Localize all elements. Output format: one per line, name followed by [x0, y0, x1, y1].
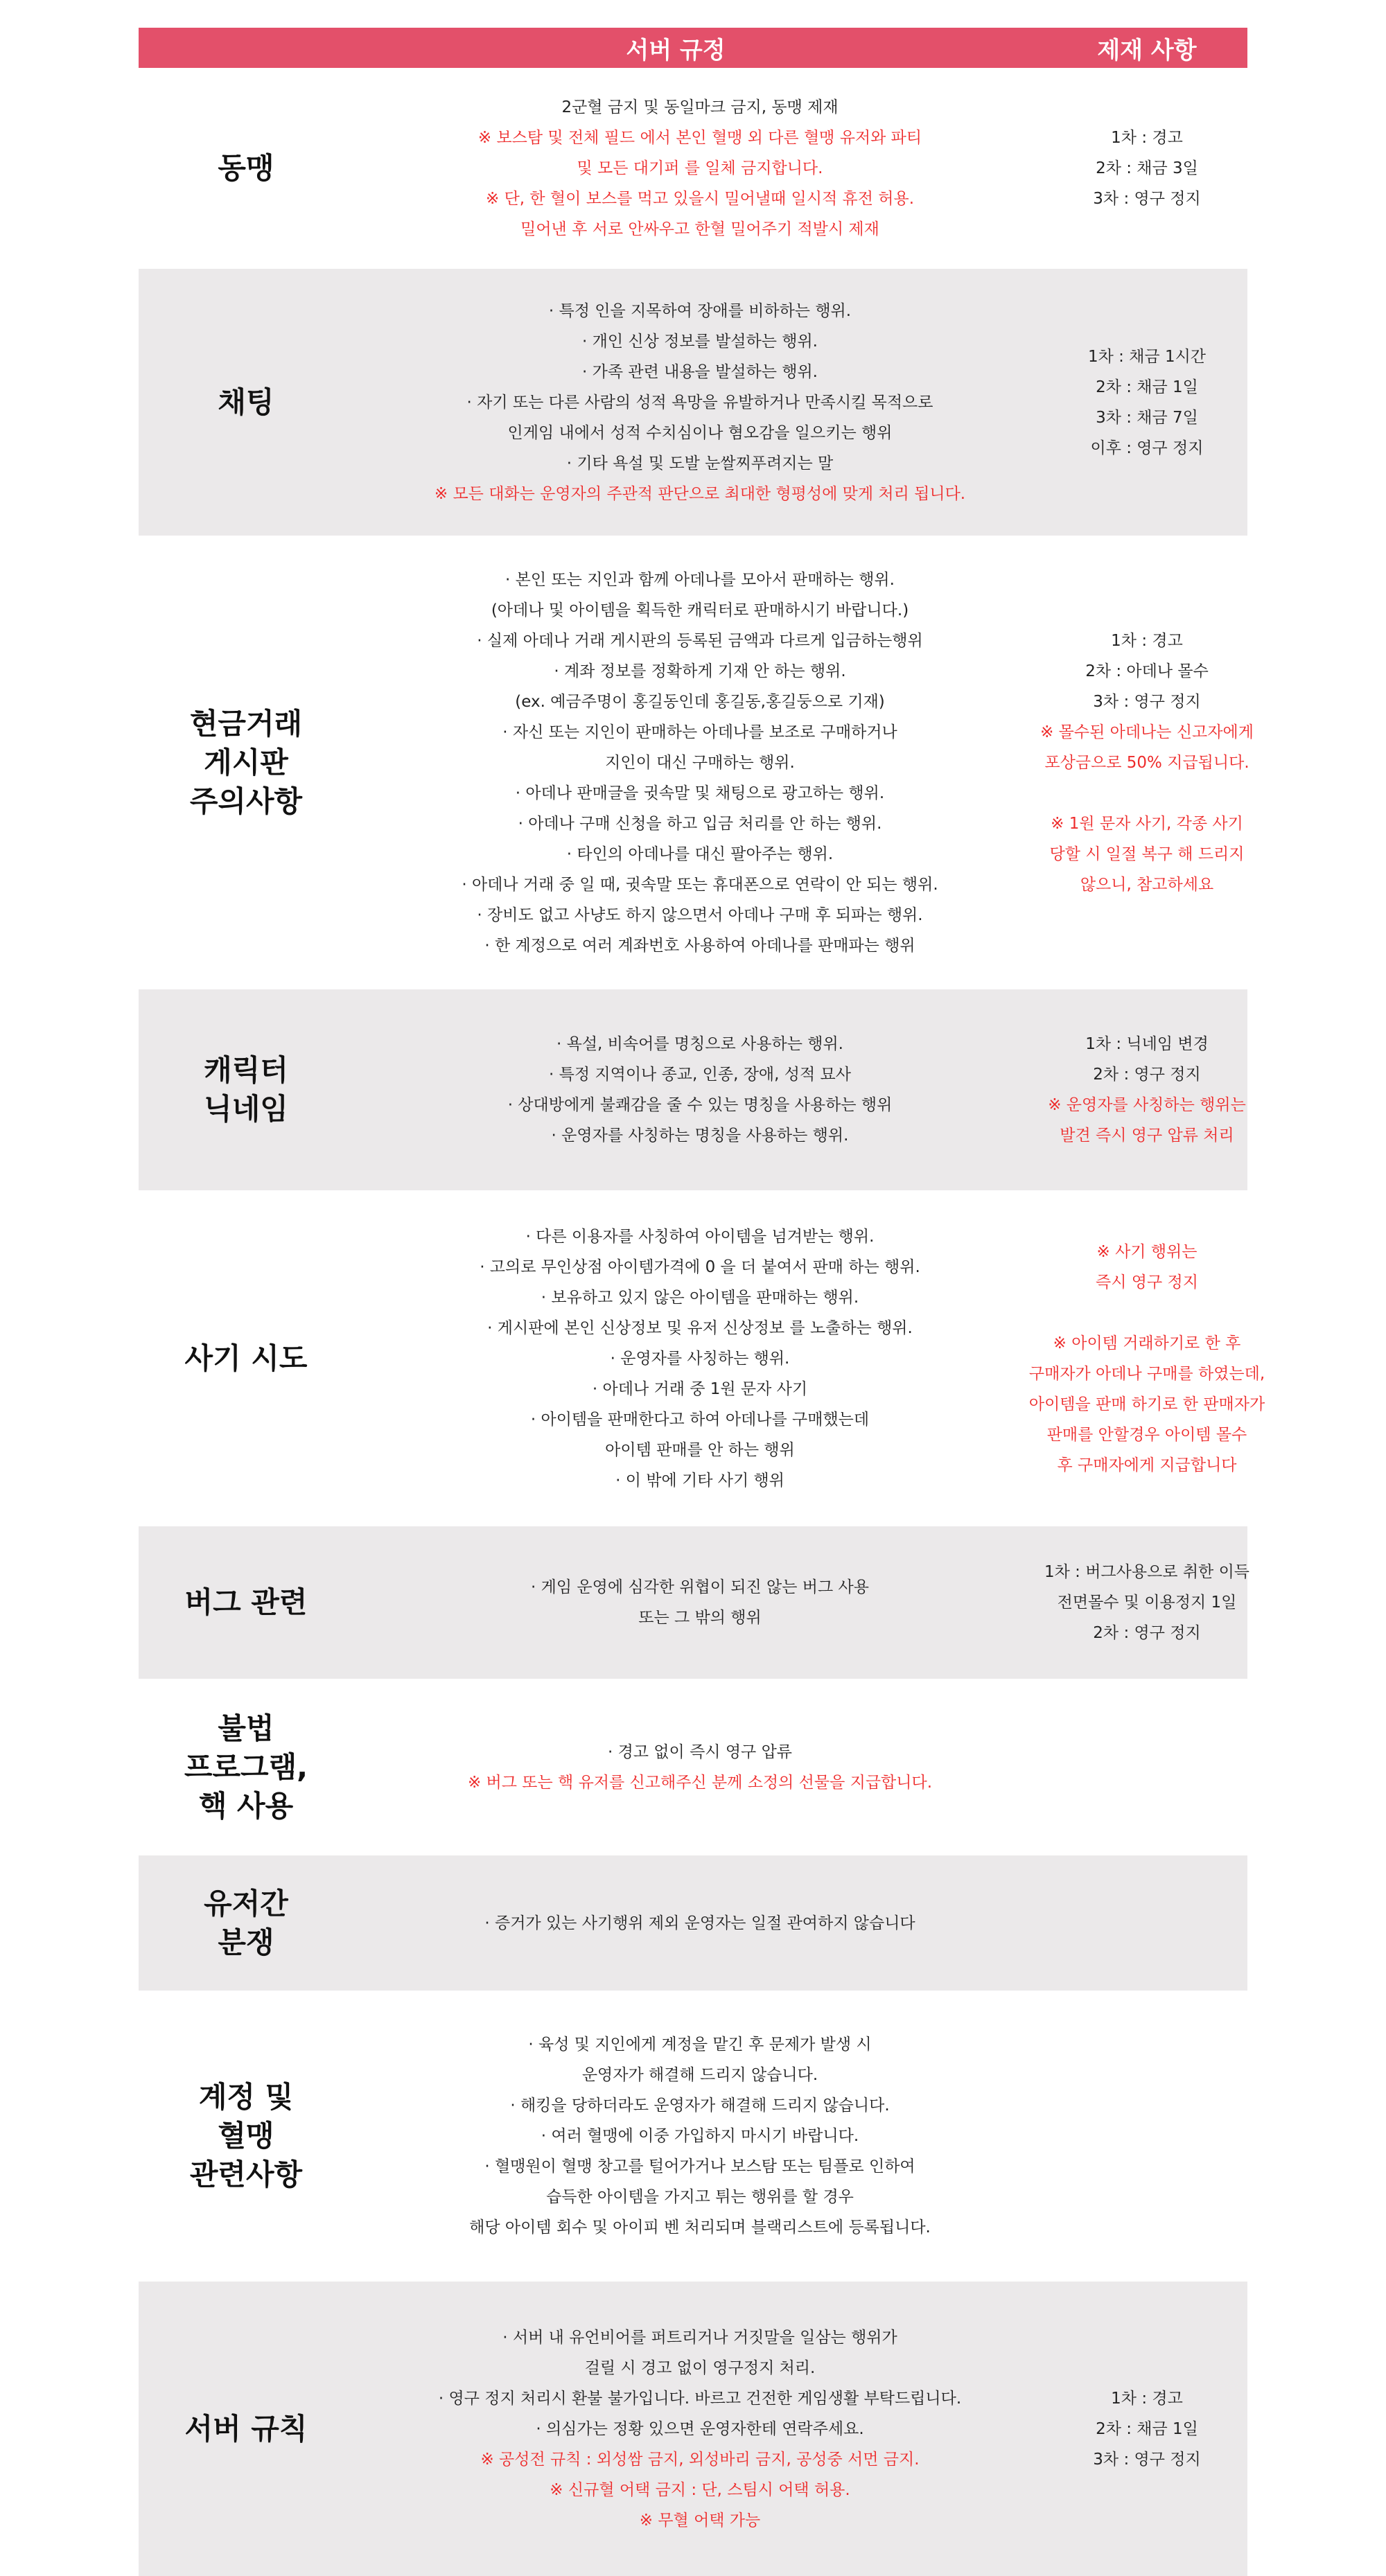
sanction-notice: ※ 운영자를 사칭하는 행위는 [1048, 1096, 1246, 1114]
rule-notice: ※ 공성전 규칙 : 외성쌈 금지, 외성바리 금지, 공성중 서먼 금지. [480, 2450, 920, 2469]
row-category: 현금거래 게시판 주의사항 [189, 706, 303, 818]
row-sanctions [1046, 1991, 1247, 2282]
table-row [139, 1190, 1265, 1526]
rule-line: · 아데나 구매 신청을 하고 입금 처리를 안 하는 행위. [518, 814, 882, 833]
rule-line: · 운영자를 사칭하는 행위. [610, 1349, 790, 1368]
sanction-line: 3차 : 영구 정지 [1093, 2450, 1201, 2469]
row-category: 불법 프로그램, 핵 사용 [184, 1711, 308, 1823]
sanction-notice: 당할 시 일절 복구 해 드리지 [1049, 845, 1245, 863]
rule-line: · 특정 지역이나 종교, 인종, 장애, 성적 묘사 [549, 1066, 851, 1084]
table-body [139, 68, 1265, 2576]
rule-notice: 밀어낸 후 서로 안싸우고 한혈 밀어주기 적발시 제재 [520, 220, 879, 238]
row-rules [353, 989, 1046, 1190]
rule-notice: ※ 무혈 어택 가능 [639, 2511, 761, 2530]
sanction-notice: ※ 몰수된 아데나는 신고자에게 [1040, 723, 1254, 741]
sanction-notice: ※ 1원 문자 사기, 각종 사기 [1051, 814, 1243, 833]
rule-line: 해당 아이템 회수 및 아이피 벤 처리되며 블랙리스트에 등록됩니다. [469, 2218, 931, 2237]
rule-line: · 경고 없이 즉시 영구 압류 [607, 1743, 793, 1761]
sanction-line: 1차 : 채금 1시간 [1087, 347, 1207, 366]
sanction-line: 2차 : 채금 1일 [1096, 2419, 1198, 2438]
header-rules-title: 서버 규정 [626, 36, 726, 64]
row-rules [353, 536, 1046, 989]
table-row [139, 1526, 1250, 1679]
sanction-line: 1차 : 버그사용으로 취한 이득 [1044, 1563, 1250, 1581]
row-category: 사기 시도 [184, 1341, 308, 1375]
sanction-notice: ※ 아이템 거래하기로 한 후 [1053, 1334, 1241, 1352]
rule-line: · 의심가는 정황 있으면 운영자한테 연락주세요. [536, 2419, 864, 2438]
table-row [139, 989, 1247, 1190]
sanction-line: 2차 : 아데나 몰수 [1085, 662, 1209, 680]
rule-line: · 영구 정지 처리시 환불 불가입니다. 바르고 건전한 게임생활 부탁드립니다. [438, 2389, 962, 2408]
sanction-notice: 발견 즉시 영구 압류 처리 [1060, 1127, 1234, 1145]
table-row [139, 269, 1247, 536]
row-sanctions [1040, 536, 1254, 989]
rule-line: 지인이 대신 구매하는 행위. [605, 753, 795, 772]
rule-line: 아이템 판매를 안 하는 행위 [605, 1440, 795, 1459]
rule-line: · 다른 이용자를 사칭하여 아이템을 넘겨받는 행위. [525, 1227, 875, 1246]
sanction-line: 전면몰수 및 이용정지 1일 [1057, 1594, 1237, 1612]
rule-line: · 아데나 판매글을 귓속말 및 채팅으로 광고하는 행위. [515, 784, 885, 802]
rule-line: · 해킹을 당하더라도 운영자가 해결해 드리지 않습니다. [510, 2097, 890, 2115]
sanction-line: 3차 : 영구 정지 [1093, 692, 1201, 711]
rule-line: · 운영자를 사칭하는 명칭을 사용하는 행위. [551, 1127, 849, 1145]
sanction-notice: 판매를 안할경우 아이템 몰수 [1046, 1425, 1247, 1444]
rule-line: · 아데나 거래 중 일 때, 귓속말 또는 휴대폰으로 연락이 안 되는 행위. [462, 875, 938, 894]
rule-line: · 게임 운영에 심각한 위협이 되진 않는 버그 사용 [531, 1578, 869, 1596]
row-category: 유저간 분쟁 [204, 1886, 288, 1959]
rule-line: (아데나 및 아이템을 획득한 캐릭터로 판매하시기 바랍니다.) [491, 601, 909, 619]
rule-line: · 아이템을 판매한다고 하여 아데나를 구매했는데 [530, 1410, 870, 1429]
rule-line: · 장비도 없고 사냥도 하지 않으면서 아데나 구매 후 되파는 행위. [477, 906, 923, 924]
sanction-line: 2차 : 채금 1일 [1096, 378, 1198, 396]
rule-line: · 개인 신상 정보를 발설하는 행위. [581, 332, 818, 351]
sanction-line: 3차 : 영구 정지 [1093, 190, 1201, 208]
table-row [139, 1679, 1247, 1855]
row-sanctions [1046, 989, 1247, 1190]
sanction-notice: ※ 사기 행위는 [1096, 1242, 1198, 1261]
rule-line: · 고의로 무인상점 아이템가격에 0 을 더 붙여서 판매 하는 행위. [480, 1258, 920, 1276]
row-sanctions [1046, 1679, 1247, 1855]
rule-notice: ※ 보스탐 및 전체 필드 에서 본인 혈맹 외 다른 혈맹 유저와 파티 [477, 129, 922, 147]
row-category: 동맹 [218, 151, 274, 185]
rule-notice: 및 모든 대기퍼 를 일체 금지합니다. [577, 159, 823, 177]
row-category: 채팅 [218, 385, 274, 419]
rule-line: · 타인의 아데나를 대신 팔아주는 행위. [566, 845, 834, 863]
rule-line: · 계좌 정보를 정확하게 기재 안 하는 행위. [554, 662, 846, 680]
rule-line: · 육성 및 지인에게 계정을 맡긴 후 문제가 발생 시 [528, 2036, 872, 2054]
sanction-notice: 후 구매자에게 지급합니다 [1057, 1456, 1237, 1474]
sanction-notice: 않으니, 참고하세요 [1080, 875, 1214, 894]
rule-notice: ※ 모든 대화는 운영자의 주관적 판단으로 최대한 형평성에 맞게 처리 됩니다. [434, 484, 966, 503]
rule-line: · 서버 내 유언비어를 퍼트리거나 거짓말을 일삼는 행위가 [502, 2328, 897, 2347]
sanction-line: 1차 : 닉네임 변경 [1085, 1035, 1209, 1053]
rule-line: · 기타 욕설 및 도발 눈쌀찌푸려지는 말 [566, 454, 834, 473]
table-row [139, 2282, 1247, 2576]
row-sanctions [1044, 1526, 1250, 1679]
rules-table [139, 28, 1265, 2576]
sanction-line: 1차 : 경고 [1111, 129, 1183, 147]
row-sanctions [1046, 68, 1247, 269]
row-sanctions [1028, 1190, 1265, 1526]
rule-line: 운영자가 해결해 드리지 않습니다. [581, 2066, 818, 2084]
sanction-notice: 아이템을 판매 하기로 한 판매자가 [1028, 1395, 1265, 1413]
rule-line: · 혈맹원이 혈맹 창고를 털어가거나 보스탐 또는 팀플로 인하여 [484, 2158, 915, 2176]
sanction-line: 1차 : 경고 [1111, 631, 1183, 650]
rule-notice: ※ 버그 또는 핵 유저를 신고해주신 분께 소정의 선물을 지급합니다. [467, 1773, 933, 1792]
rule-line: · 특정 인을 지목하여 장애를 비하하는 행위. [548, 301, 852, 320]
rule-line: · 실제 아데나 거래 게시판의 등록된 금액과 다르게 입금하는행위 [477, 631, 923, 650]
rule-line: · 아데나 거래 중 1원 문자 사기 [592, 1379, 808, 1398]
row-rules [353, 1526, 1046, 1679]
row-sanctions [1046, 2282, 1247, 2576]
rule-line: · 이 밖에 기타 사기 행위 [615, 1471, 784, 1490]
row-rules [353, 1190, 1046, 1526]
sanction-line: 3차 : 채금 7일 [1096, 408, 1198, 427]
sanction-line: 2차 : 영구 정지 [1093, 1624, 1201, 1642]
sanction-notice: 구매자가 아데나 구매를 하였는데, [1028, 1364, 1265, 1383]
rule-line: · 가족 관련 내용을 발설하는 행위. [581, 362, 818, 381]
rule-line: · 한 계정으로 여러 계좌번호 사용하여 아데나를 판매파는 행위 [484, 936, 915, 955]
rule-line: 인게임 내에서 성적 수치심이나 혐오감을 일으키는 행위 [507, 423, 893, 442]
rule-line: · 욕설, 비속어를 명칭으로 사용하는 행위. [556, 1035, 843, 1053]
row-rules [353, 2282, 1046, 2576]
sanction-line: 이후 : 영구 정지 [1090, 439, 1204, 457]
sanction-notice: 즉시 영구 정지 [1096, 1273, 1198, 1291]
row-rules [353, 68, 1046, 269]
rule-line: · 보유하고 있지 않은 아이템을 판매하는 행위. [541, 1288, 859, 1307]
rule-line: 또는 그 밖의 행위 [638, 1609, 762, 1627]
rule-notice: ※ 단, 한 혈이 보스를 먹고 있을시 밀어낼때 일시적 휴전 허용. [485, 190, 915, 208]
rule-line: 2군혈 금지 및 동일마크 금지, 동맹 제재 [561, 98, 839, 116]
row-rules [353, 269, 1046, 536]
rule-line: · 자신 또는 지인이 판매하는 아데나를 보조로 구매하거나 [502, 723, 897, 741]
rule-line: · 상대방에게 불쾌감을 줄 수 있는 명칭을 사용하는 행위 [507, 1096, 893, 1114]
rule-line: 걸릴 시 경고 없이 영구정지 처리. [584, 2358, 816, 2377]
sanction-notice: 포상금으로 50% 지급됩니다. [1044, 753, 1249, 772]
table-row [139, 1855, 1247, 1991]
rule-notice: ※ 신규혈 어택 금지 : 단, 스팀시 어택 허용. [550, 2480, 850, 2499]
row-rules [353, 1991, 1046, 2282]
table-row [139, 68, 1247, 269]
row-category: 서버 규칙 [184, 2411, 308, 2446]
row-sanctions [1046, 269, 1247, 536]
rule-line: · 본인 또는 지인과 함께 아데나를 모아서 판매하는 행위. [505, 570, 895, 589]
rule-line: · 게시판에 본인 신상정보 및 유저 신상정보 를 노출하는 행위. [487, 1318, 913, 1337]
row-sanctions [1046, 1855, 1247, 1991]
rule-line: 습득한 아이템을 가지고 튀는 행위를 할 경우 [546, 2188, 854, 2206]
rule-line: · 자기 또는 다른 사람의 성적 욕망을 유발하거나 만족시킬 목적으로 [466, 393, 933, 412]
rule-line: · 증거가 있는 사기행위 제외 운영자는 일절 관여하지 않습니다 [484, 1914, 915, 1932]
sanction-line: 2차 : 채금 3일 [1096, 159, 1198, 177]
row-rules [353, 1855, 1046, 1991]
sanction-line: 1차 : 경고 [1111, 2389, 1183, 2408]
row-category: 계정 및 혈맹 관련사항 [189, 2080, 303, 2191]
table-header [139, 28, 1247, 68]
table-row [139, 1991, 1247, 2282]
row-category: 버그 관련 [184, 1585, 308, 1619]
header-sanction-title: 제재 사항 [1097, 36, 1197, 64]
rule-line: (ex. 예금주명이 홍길동인데 홍길동,홍길둥으로 기재) [515, 692, 885, 711]
row-category: 캐릭터 닉네임 [204, 1053, 288, 1126]
sanction-line: 2차 : 영구 정지 [1093, 1066, 1201, 1084]
rule-line: · 여러 혈맹에 이중 가입하지 마시기 바랍니다. [541, 2127, 859, 2145]
table-row [139, 536, 1254, 989]
row-rules [353, 1679, 1046, 1855]
